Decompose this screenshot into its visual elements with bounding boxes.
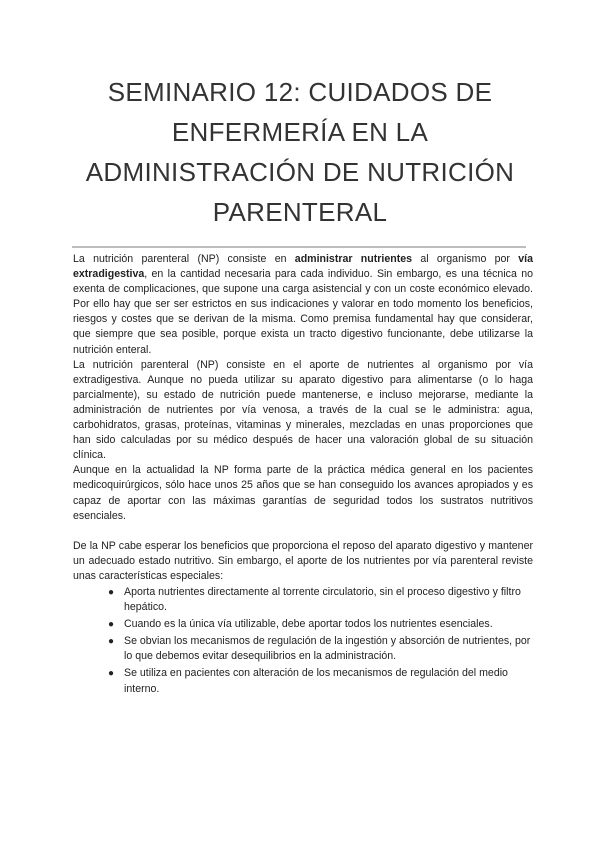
list-item [108, 585, 533, 615]
paragraph-intro-part-c: al organismo por [412, 253, 519, 265]
paragraph-definition: La nutrición parenteral (NP) consiste en el aporte de nutrientes al organismo por vía extradigestiva. Aunque no pueda utilizar su aparato digestivo para alimentarse (o lo haga parcialmente), su estado de nutrición puede mantenerse, e incluso mejorarse, mediante la administración de nutrientes por vía venosa, a través de la cual se le administra: agua, carbohidratos, grasas, proteínas, vitaminas y minerales, mezcladas en unas proporciones que han sido calculadas por su médico después de hacer una valoración global de su situación clínica. [73, 358, 533, 462]
paragraph-history: Aunque en la actualidad la NP forma parte de la práctica médica general en los pacientes medicoquirúrgicos, sólo hace unos 25 años que se han conseguido los avances apropiados y es capaz de aportar con las máximas garantías de seguridad todos los sustratos nutritivos esenciales. [73, 464, 533, 522]
title-line-2: ENFERMERÍA EN LA [171, 117, 429, 147]
bullet-icon: ● [108, 619, 115, 631]
page-title [60, 72, 540, 232]
list-item-text: Cuando es la única vía utilizable, debe aportar todos los nutrientes esenciales. [124, 618, 493, 631]
paragraph-spacer [73, 524, 533, 539]
characteristics-list [73, 585, 533, 697]
list-item-text: Se utiliza en pacientes con alteración de los mecanismos de regulación del medio interno. [124, 667, 508, 695]
bullet-icon: ● [108, 668, 115, 680]
list-item-text: Se obvian los mecanismos de regulación de la ingestión y absorción de nutrientes, por lo que debemos evitar desequilibrios en la administración. [124, 635, 531, 663]
title-line-3: ADMINISTRACIÓN DE NUTRICIÓN [85, 157, 515, 187]
bullet-icon: ● [108, 636, 115, 648]
paragraph-benefits: De la NP cabe esperar los beneficios que proporciona el reposo del aparato digestivo y mantener un adecuado estado nutritivo. Sin embargo, el aporte de los nutrientes por vía parenteral reviste unas características especiales: [73, 539, 533, 582]
bold-via-extradigestiva: vía extradigestiva [73, 253, 533, 281]
title-divider [72, 246, 526, 248]
list-item [108, 666, 533, 696]
bold-administrar-nutrientes: administrar nutrientes [294, 253, 413, 265]
bullet-icon: ● [108, 586, 115, 598]
list-item [108, 634, 533, 664]
title-line-1: SEMINARIO 12: CUIDADOS DE [107, 77, 493, 107]
title-line-4: PARENTERAL [212, 197, 388, 227]
list-item-text: Aporta nutrientes directamente al torrente circulatorio, sin el proceso digestivo y filtro hepático. [124, 585, 521, 614]
paragraph-intro-part-d: , en la cantidad necesaria para cada individuo. Sin embargo, es una técnica no exenta de complicaciones, que supone una carga asistencial y con un coste económico elevado. Por ello hay que ser ser estrictos en sus indicaciones y valorar en todo momento los beneficios, riesgos y costes que se derivan de la misma. Como premisa fundamental hay que considerar, que siempre que sea posible, porque exista un tracto digestivo funcionante, debe utilizarse la nutrición enteral. [73, 268, 533, 356]
paragraph-intro-part-a: La nutrición parenteral (NP) consiste en [73, 253, 295, 265]
list-item [108, 617, 533, 632]
paragraph-intro [73, 252, 533, 358]
document-body [73, 252, 533, 699]
